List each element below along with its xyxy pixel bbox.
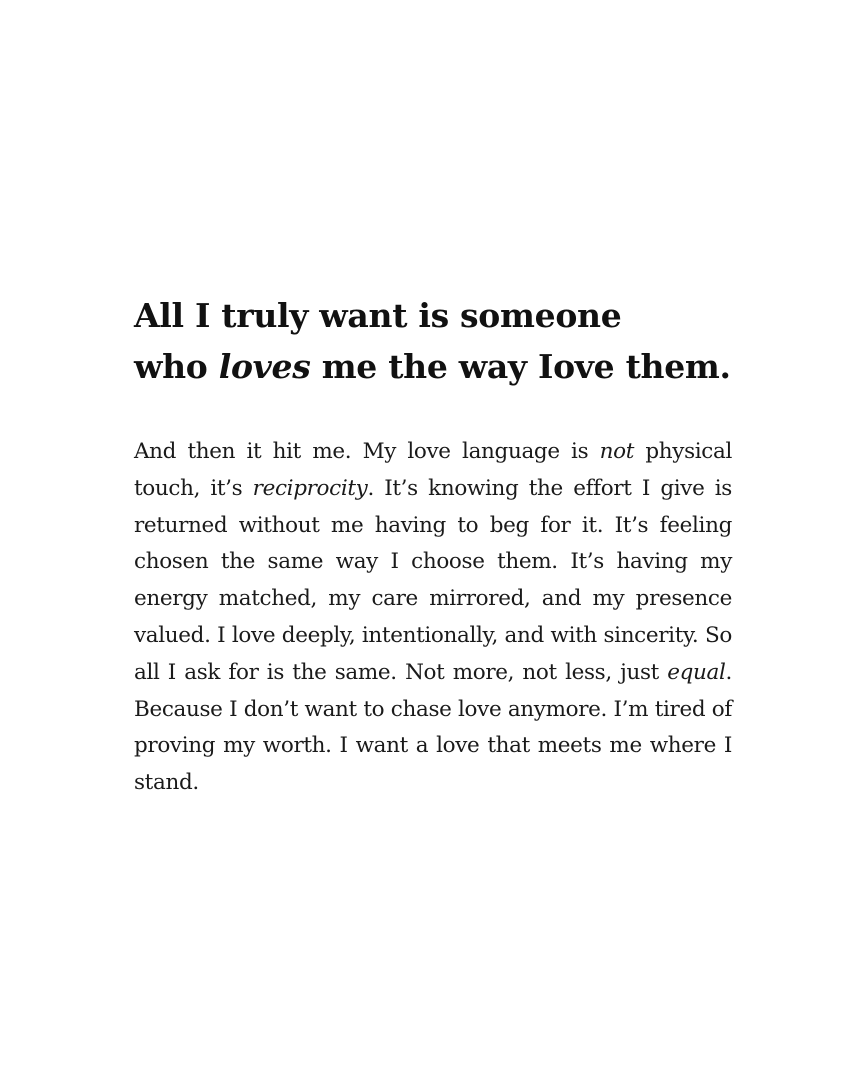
heading-line-2-end: me the way Iove them. [310,347,731,386]
emphasis-not: not [599,439,635,464]
emphasis-equal: equal [667,659,726,685]
body-segment-4: . Because I don’t want to chase love anymore. I’m tired of proving my worth. I want a love that meets me where I stand. [134,659,732,796]
text-block [134,290,732,802]
body-segment-3: . It’s knowing the effort I give is returned without me having to beg for it. It’s feeling chosen the same way I choose them. It’s having my energy matched, my care mirrored, and my presence valued. I love deeply, intentionally, and with sincerity. So all I ask for is the same. Not more, not less, just [134,475,732,685]
heading-line-1: All I truly want is someone [134,296,622,335]
heading-line-2 [134,341,732,392]
body-paragraph [134,434,732,802]
body-segment-2: physical touch, it’s [134,439,732,501]
heading-emphasis: loves [218,347,311,386]
heading-line-2-start: who [134,347,219,386]
emphasis-reciprocity: reciprocity [252,475,368,501]
body-segment-1: And then it hit me. My love language is [134,439,600,464]
quote-heading [134,290,732,392]
